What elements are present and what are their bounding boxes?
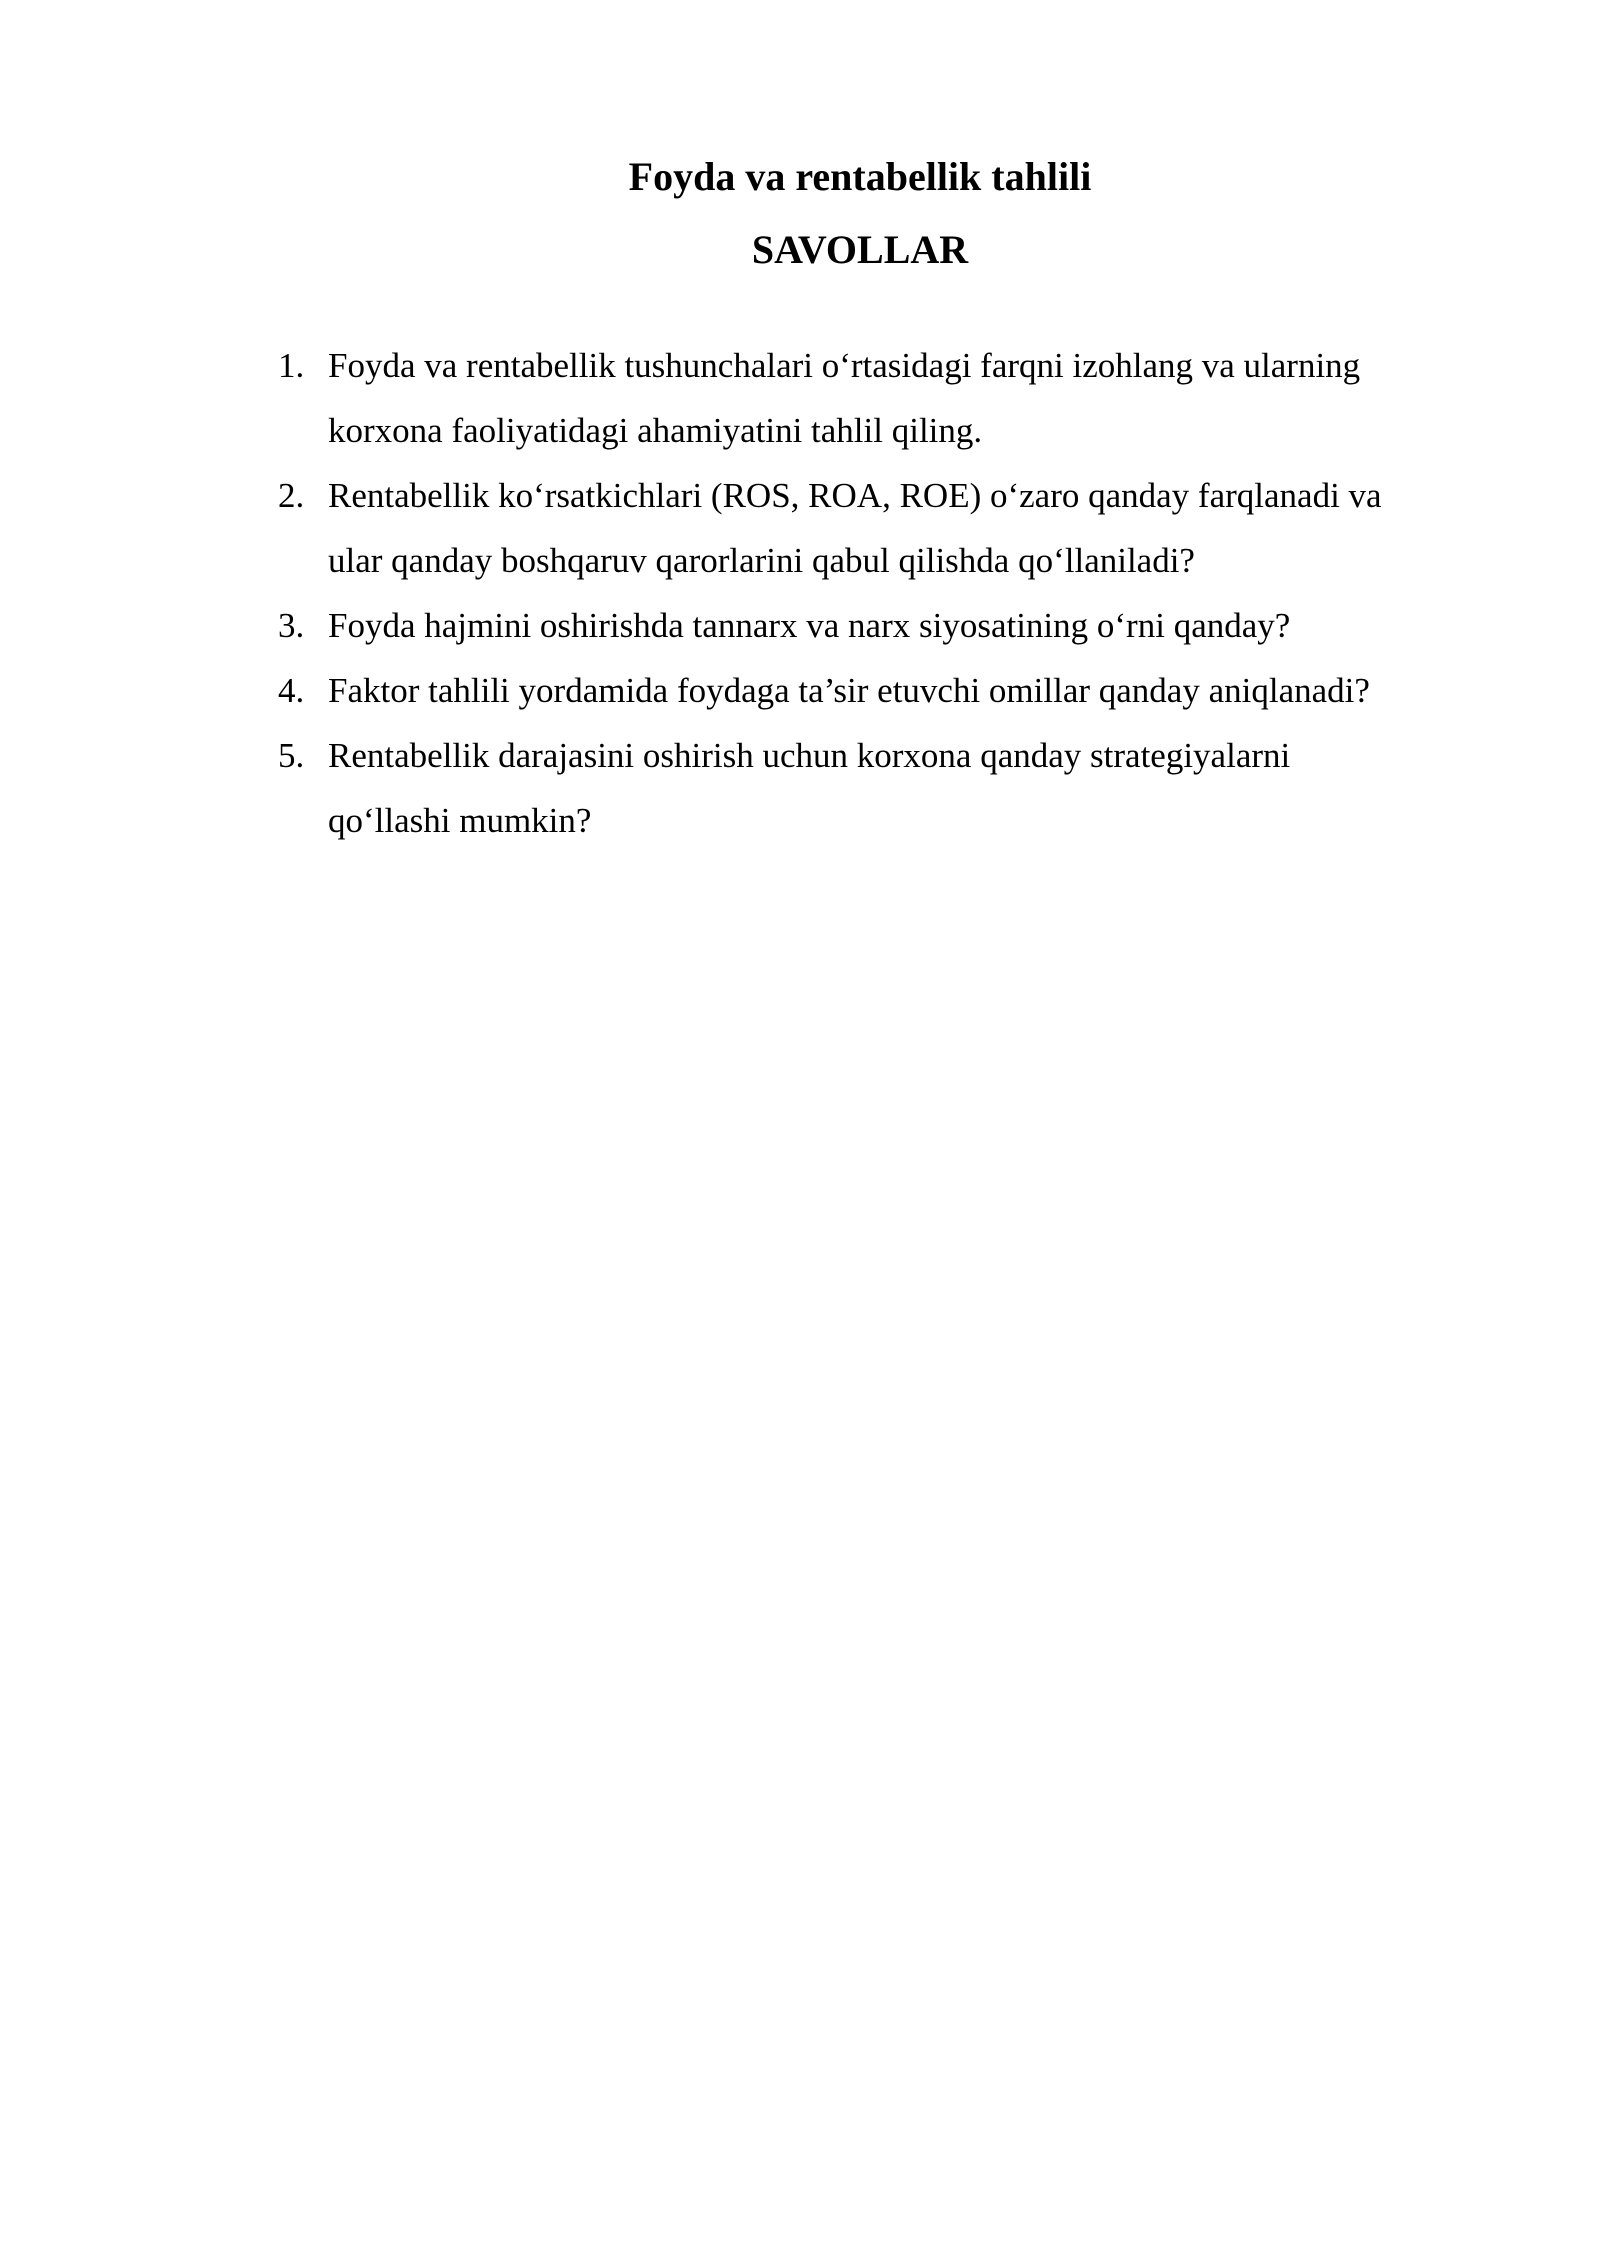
question-number: 1. <box>278 346 305 385</box>
question-number: 4. <box>278 671 305 710</box>
question-line: Foyda hajmini oshirishda tannarx va narx siyosatining o‘rni qanday? <box>328 606 1291 645</box>
document-title: Foyda va rentabellik tahlili <box>628 154 1092 199</box>
questions-list <box>278 333 1478 853</box>
question-item-5 <box>278 723 1478 853</box>
question-line: qo‘llashi mumkin? <box>328 801 592 840</box>
question-item-3 <box>278 593 1478 658</box>
question-item-4 <box>278 658 1478 723</box>
question-line: Rentabellik darajasini oshirish uchun korxona qanday strategiyalarni <box>328 736 1291 775</box>
question-number: 3. <box>278 606 305 645</box>
question-item-2 <box>278 463 1478 593</box>
question-number: 5. <box>278 736 305 775</box>
section-heading: SAVOLLAR <box>751 227 969 272</box>
question-number: 2. <box>278 476 305 515</box>
question-item-1 <box>278 333 1478 463</box>
question-line: Faktor tahlili yordamida foydaga ta’sir etuvchi omillar qanday aniqlanadi? <box>328 671 1370 710</box>
question-line: korxona faoliyatidagi ahamiyatini tahlil qiling. <box>328 411 983 450</box>
question-line: Rentabellik ko‘rsatkichlari (ROS, ROA, ROE) o‘zaro qanday farqlanadi va <box>328 476 1382 515</box>
question-line: Foyda va rentabellik tushunchalari o‘rtasidagi farqni izohlang va ularning <box>328 346 1361 385</box>
question-line: ular qanday boshqaruv qarorlarini qabul qilishda qo‘llaniladi? <box>328 541 1195 580</box>
